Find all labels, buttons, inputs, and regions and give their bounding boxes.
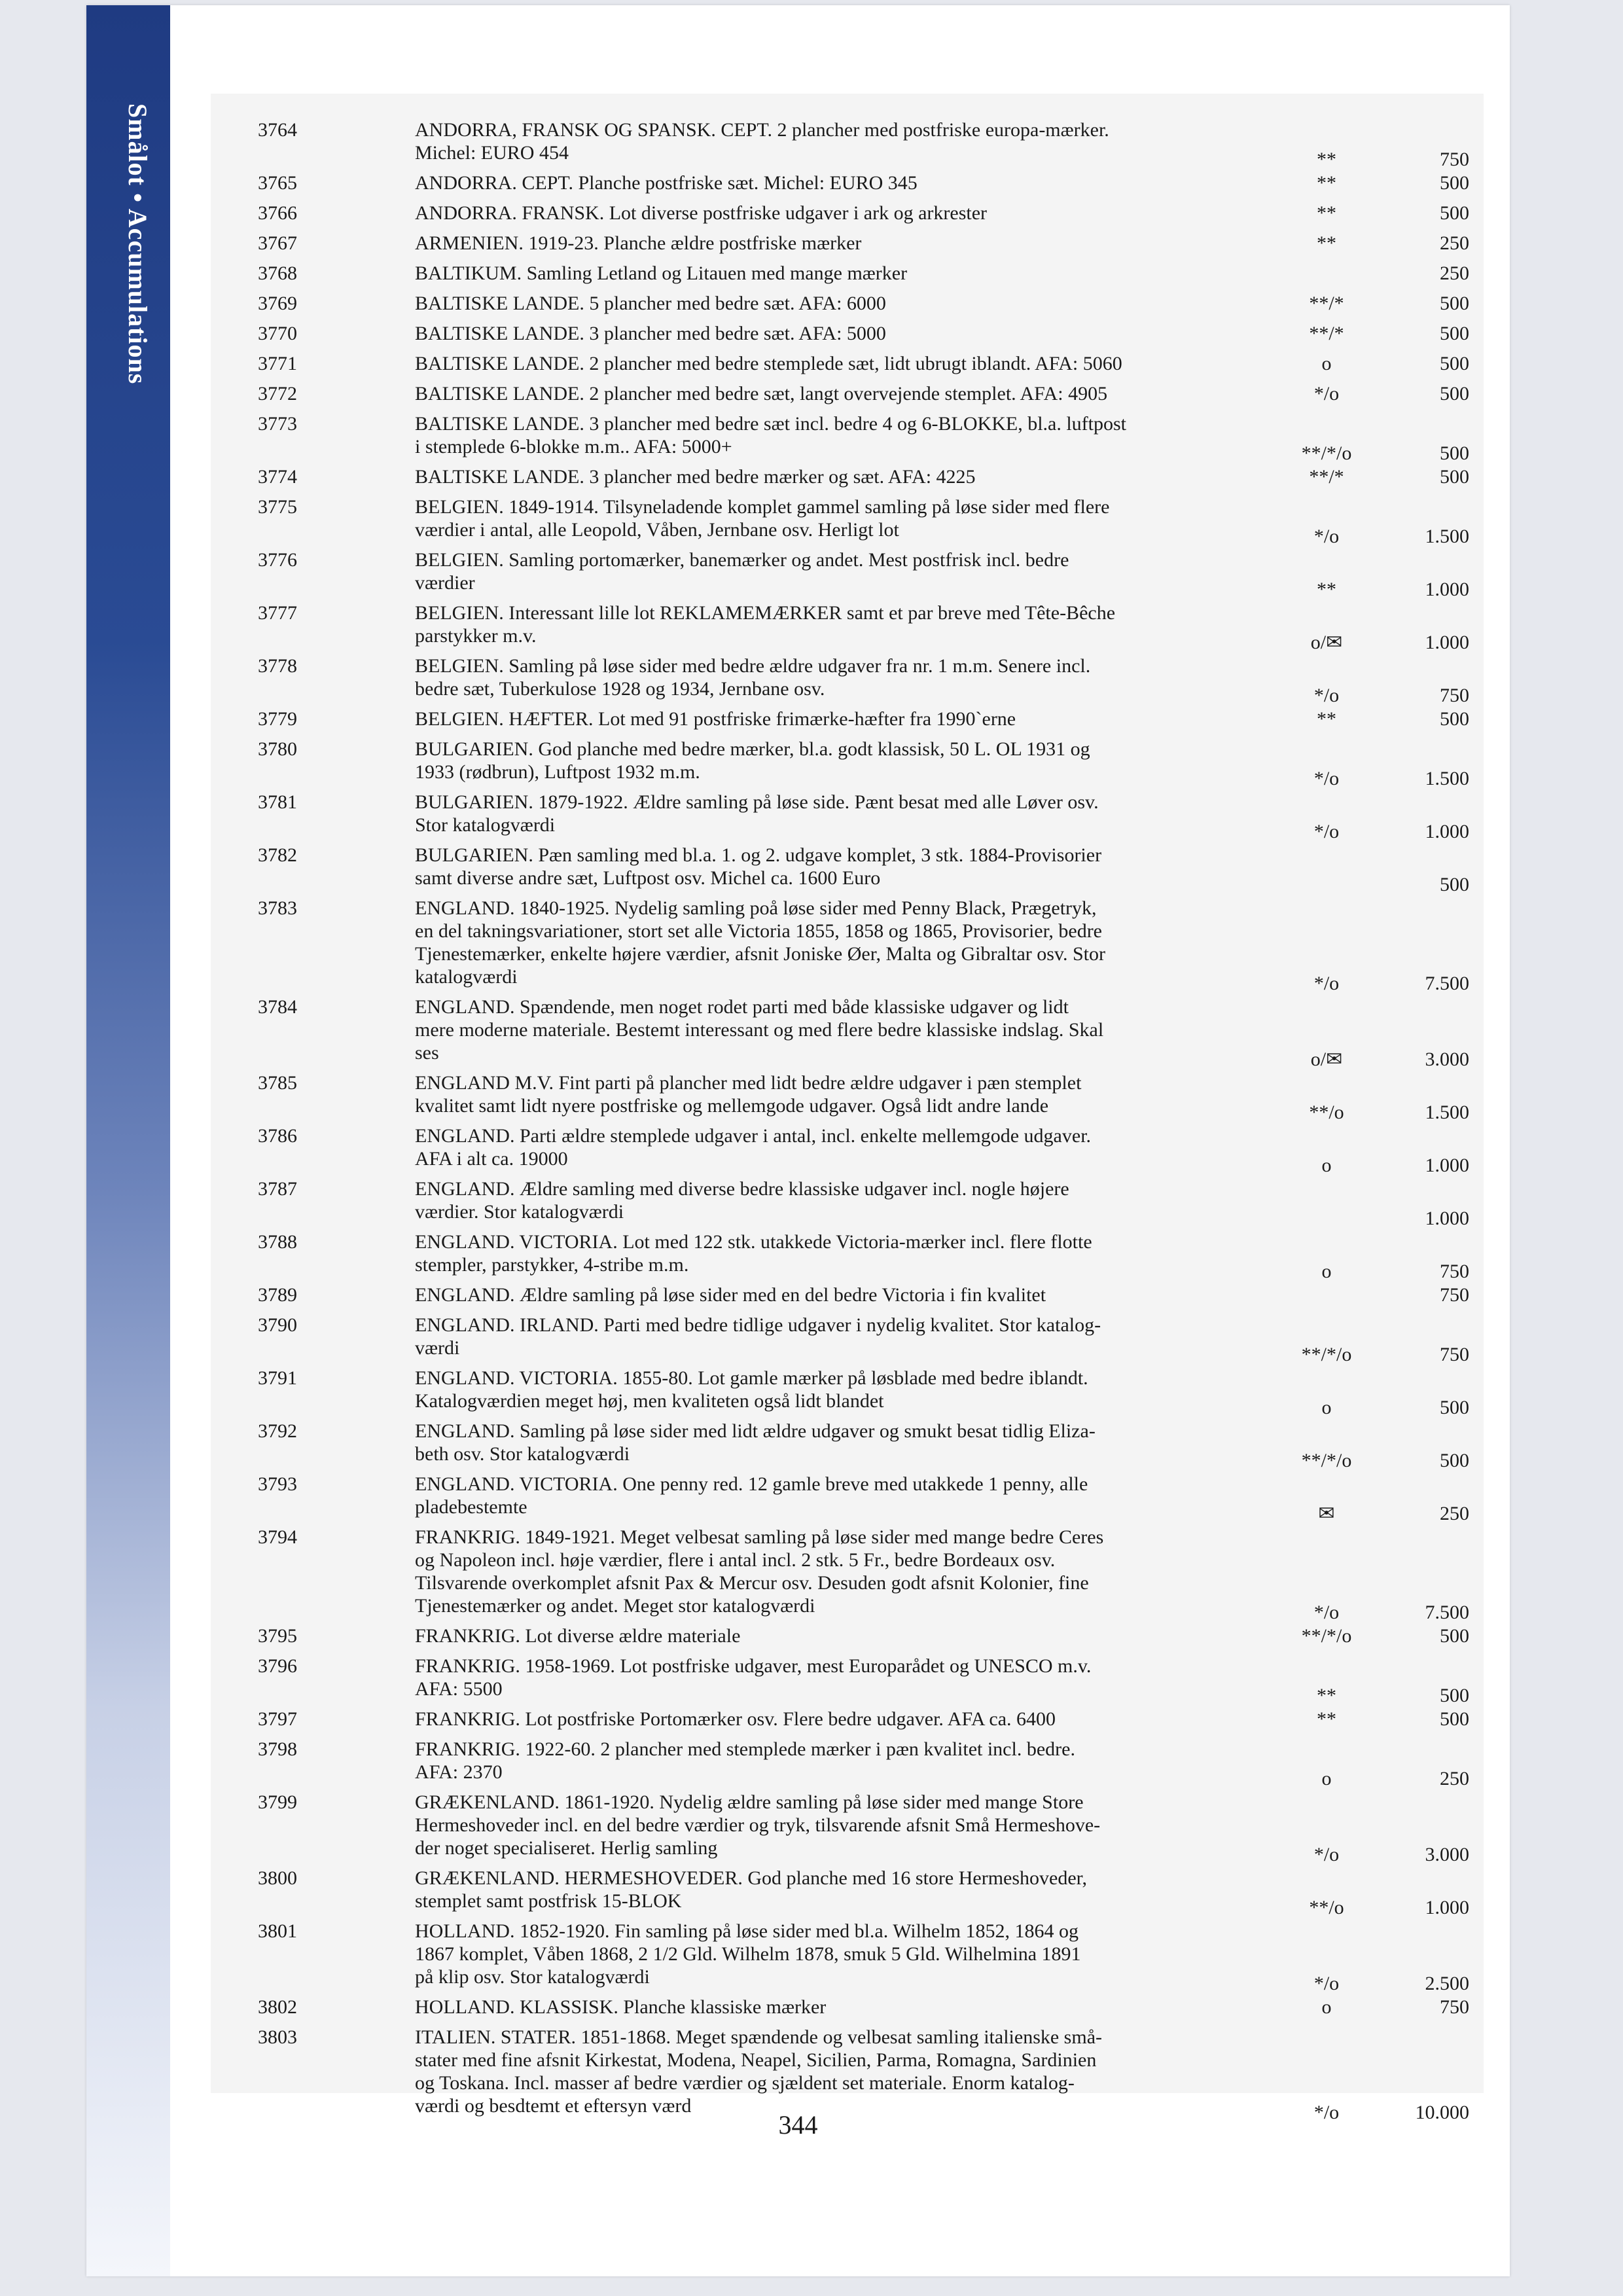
lot-number: 3789 xyxy=(258,1284,297,1306)
lot-description-line: BELGIEN. Interessant lille lot REKLAMEMÆRKER samt et par breve med Tête-Bêche xyxy=(415,602,1116,624)
lot-price: 3.000 xyxy=(1425,1844,1469,1865)
lot-description-line: ENGLAND. 1840-1925. Nydelig samling poå løse sider med Penny Black, Prægetryk, xyxy=(415,897,1097,919)
lot-description-line: BELGIEN. Samling på løse sider med bedre ældre udgaver fra nr. 1 m.m. Senere incl. xyxy=(415,655,1091,677)
lot-description-line: der noget specialiseret. Herlig samling xyxy=(415,1837,718,1859)
lot-price: 500 xyxy=(1440,1450,1469,1471)
lot-condition: o xyxy=(1321,1768,1332,1789)
lot-price: 250 xyxy=(1440,262,1469,284)
lot-condition: */o xyxy=(1313,383,1340,404)
lot-description-line: BELGIEN. 1849-1914. Tilsyneladende komplet gammel samling på løse sider med flere xyxy=(415,496,1110,518)
lot-condition: ** xyxy=(1317,149,1336,170)
lot-row xyxy=(211,1708,1484,1731)
lot-condition: ** xyxy=(1317,172,1336,194)
lot-description-line: værdier xyxy=(415,572,475,594)
lot-description-line: FRANKRIG. 1958-1969. Lot postfriske udgaver, mest Europarådet og UNESCO m.v. xyxy=(415,1655,1092,1677)
lot-price: 500 xyxy=(1440,293,1469,314)
lot-condition: o xyxy=(1321,1155,1332,1176)
lot-price: 500 xyxy=(1440,172,1469,194)
lot-row xyxy=(211,232,1484,255)
lot-price: 750 xyxy=(1440,685,1469,706)
lot-description-line: FRANKRIG. Lot postfriske Portomærker osv. Flere bedre udgaver. AFA ca. 6400 xyxy=(415,1708,1056,1730)
lot-row xyxy=(211,996,1484,1070)
lot-condition: **/*/o xyxy=(1301,1625,1352,1647)
lot-description-line: værdier i antal, alle Leopold, Våben, Jernbane osv. Herligt lot xyxy=(415,519,899,541)
lot-description-line: beth osv. Stor katalogværdi xyxy=(415,1443,630,1465)
lot-number: 3771 xyxy=(258,353,297,374)
lot-description-line: ANDORRA. CEPT. Planche postfriske sæt. Michel: EURO 345 xyxy=(415,172,918,194)
lot-price: 500 xyxy=(1440,1708,1469,1730)
lot-condition: */o xyxy=(1313,768,1340,789)
lot-condition: **/* xyxy=(1309,323,1344,344)
lot-price: 500 xyxy=(1440,202,1469,224)
lot-number: 3794 xyxy=(258,1526,297,1548)
lot-description-line: og Toskana. Incl. masser af bedre værdier og sjældent set materiale. Enorm katalog- xyxy=(415,2072,1075,2094)
lot-number: 3787 xyxy=(258,1178,297,1200)
lot-condition: */o xyxy=(1313,1602,1340,1623)
lot-price: 500 xyxy=(1440,1397,1469,1418)
lot-description-line: 1933 (rødbrun), Luftpost 1932 m.m. xyxy=(415,761,700,783)
lot-description-line: Stor katalogværdi xyxy=(415,814,556,836)
lot-description-line: kvalitet samt lidt nyere postfriske og mellemgode udgaver. Også lidt andre lande xyxy=(415,1095,1049,1117)
lot-description xyxy=(415,1177,1442,1223)
lot-number: 3780 xyxy=(258,738,297,760)
lot-number: 3776 xyxy=(258,549,297,571)
lot-price: 2.500 xyxy=(1425,1973,1469,1994)
lot-condition: ** xyxy=(1317,1708,1336,1730)
lot-description-line: HOLLAND. KLASSISK. Planche klassiske mærker xyxy=(415,1996,827,2018)
lot-description-line: bedre sæt, Tuberkulose 1928 og 1934, Jernbane osv. xyxy=(415,678,825,700)
lot-condition: **/o xyxy=(1309,1897,1344,1918)
lot-description-line: GRÆKENLAND. 1861-1920. Nydelig ældre samling på løse sider med mange Store xyxy=(415,1791,1084,1813)
lot-description-line: ENGLAND. Ældre samling på løse sider med en del bedre Victoria i fin kvalitet xyxy=(415,1284,1046,1306)
lot-condition: ** xyxy=(1317,708,1336,730)
lot-description-line: pladebestemte xyxy=(415,1496,527,1518)
lot-number: 3788 xyxy=(258,1231,297,1253)
lot-row xyxy=(211,1791,1484,1865)
lot-number: 3786 xyxy=(258,1125,297,1147)
lot-number: 3772 xyxy=(258,383,297,404)
lot-number: 3764 xyxy=(258,119,297,141)
lot-condition: */o xyxy=(1313,685,1340,706)
lot-description-line: ENGLAND. Parti ældre stemplede udgaver i antal, incl. enkelte mellemgode udgaver. xyxy=(415,1125,1092,1147)
lot-description-line: BALTISKE LANDE. 3 plancher med bedre mærker og sæt. AFA: 4225 xyxy=(415,466,976,488)
lot-row xyxy=(211,738,1484,789)
lot-row xyxy=(211,171,1484,194)
lot-description-line: AFA i alt ca. 19000 xyxy=(415,1148,568,1170)
lot-description-line: ENGLAND. VICTORIA. One penny red. 12 gamle breve med utakkede 1 penny, alle xyxy=(415,1473,1088,1495)
lot-price: 750 xyxy=(1440,1261,1469,1282)
lot-row xyxy=(211,1738,1484,1789)
lot-row xyxy=(211,1867,1484,1918)
lot-description-line: parstykker m.v. xyxy=(415,625,537,647)
lot-number: 3784 xyxy=(258,996,297,1018)
lot-number: 3777 xyxy=(258,602,297,624)
lot-description-line: værdi xyxy=(415,1337,460,1359)
lot-price: 500 xyxy=(1440,874,1469,895)
lot-number: 3781 xyxy=(258,791,297,813)
lot-price: 750 xyxy=(1440,1284,1469,1306)
lot-price: 1.000 xyxy=(1425,1155,1469,1176)
lot-description-line: ENGLAND. VICTORIA. 1855-80. Lot gamle mærker på løsblade med bedre iblandt. xyxy=(415,1367,1088,1389)
lot-description-line: FRANKRIG. Lot diverse ældre materiale xyxy=(415,1625,741,1647)
lot-description-line: BALTISKE LANDE. 3 plancher med bedre sæt incl. bedre 4 og 6-BLOKKE, bl.a. luftpost xyxy=(415,413,1127,435)
lot-row xyxy=(211,844,1484,895)
lot-description-line: værdier. Stor katalogværdi xyxy=(415,1201,624,1223)
section-sidebar xyxy=(86,5,170,2276)
lot-row xyxy=(211,262,1484,285)
lot-row xyxy=(211,1655,1484,1706)
lot-price: 1.500 xyxy=(1425,1102,1469,1123)
lot-condition: o xyxy=(1321,1261,1332,1282)
lot-condition: **/*/o xyxy=(1301,442,1352,464)
lot-row xyxy=(211,1420,1484,1471)
lot-number: 3782 xyxy=(258,844,297,866)
lot-row xyxy=(211,655,1484,706)
lot-row xyxy=(211,1230,1484,1282)
lot-number: 3774 xyxy=(258,466,297,488)
lot-number: 3795 xyxy=(258,1625,297,1647)
lot-number: 3798 xyxy=(258,1738,297,1760)
lot-row xyxy=(211,1624,1484,1647)
lot-condition: o xyxy=(1321,353,1332,374)
lot-condition: o/✉ xyxy=(1310,632,1343,653)
lot-price: 500 xyxy=(1440,1625,1469,1647)
lot-number: 3779 xyxy=(258,708,297,730)
lot-price: 1.500 xyxy=(1425,526,1469,547)
lot-number: 3803 xyxy=(258,2026,297,2048)
lot-number: 3790 xyxy=(258,1314,297,1336)
lot-description-line: ENGLAND. Spændende, men noget rodet parti med både klassiske udgaver og lidt xyxy=(415,996,1069,1018)
lot-condition: */o xyxy=(1313,2102,1340,2123)
lot-number: 3773 xyxy=(258,413,297,435)
lot-row xyxy=(211,897,1484,994)
lot-row xyxy=(211,352,1484,375)
lot-condition: */o xyxy=(1313,526,1340,547)
lot-price: 500 xyxy=(1440,1685,1469,1706)
lot-description-line: BELGIEN. HÆFTER. Lot med 91 postfriske frimærke-hæfter fra 1990`erne xyxy=(415,708,1016,730)
lot-row xyxy=(211,1177,1484,1229)
lot-row xyxy=(211,1526,1484,1623)
lot-condition: ** xyxy=(1317,1685,1336,1706)
lot-row xyxy=(211,548,1484,600)
lot-condition: o/✉ xyxy=(1310,1049,1343,1070)
lot-number: 3801 xyxy=(258,1920,297,1942)
lot-number: 3770 xyxy=(258,323,297,344)
lot-description-line: på klip osv. Stor katalogværdi xyxy=(415,1966,650,1988)
lot-number: 3797 xyxy=(258,1708,297,1730)
lot-description-line: i stemplede 6-blokke m.m.. AFA: 5000+ xyxy=(415,436,732,457)
lot-price: 1.000 xyxy=(1425,1208,1469,1229)
lot-price: 750 xyxy=(1440,149,1469,170)
lot-description-line: og Napoleon incl. høje værdier, flere i antal incl. 2 stk. 5 Fr., bedre Bordeaux osv. xyxy=(415,1549,1056,1571)
lot-price: 500 xyxy=(1440,708,1469,730)
lot-number: 3778 xyxy=(258,655,297,677)
section-label: Smålot • Accumulations xyxy=(123,103,152,385)
lot-number: 3800 xyxy=(258,1867,297,1889)
lot-description-line: BULGARIEN. God planche med bedre mærker, bl.a. godt klassisk, 50 L. OL 1931 og xyxy=(415,738,1090,760)
lot-row xyxy=(211,1314,1484,1365)
lot-description-line: stemplet samt postfrisk 15-BLOK xyxy=(415,1890,682,1912)
lot-description-line: FRANKRIG. 1922-60. 2 plancher med stemplede mærker i pæn kvalitet incl. bedre. xyxy=(415,1738,1075,1760)
lot-price: 10.000 xyxy=(1415,2102,1469,2123)
lot-description-line: ENGLAND. VICTORIA. Lot med 122 stk. utakkede Victoria-mærker incl. flere flotte xyxy=(415,1231,1092,1253)
lot-price: 1.000 xyxy=(1425,821,1469,842)
lot-number: 3768 xyxy=(258,262,297,284)
lot-description-line: FRANKRIG. 1849-1921. Meget velbesat samling på løse sider med mange bedre Ceres xyxy=(415,1526,1104,1548)
lot-description-line: ENGLAND. IRLAND. Parti med bedre tidlige udgaver i nydelig kvalitet. Stor katalog- xyxy=(415,1314,1101,1336)
lot-condition: **/*/o xyxy=(1301,1450,1352,1471)
lot-description-line: Tjenestemærker og andet. Meget stor katalogværdi xyxy=(415,1595,815,1617)
lot-description-line: mere moderne materiale. Bestemt interessant og med flere bedre klassiske indslag. Skal xyxy=(415,1019,1104,1041)
lot-row xyxy=(211,292,1484,315)
lot-condition: */o xyxy=(1313,1973,1340,1994)
lot-description-line: ARMENIEN. 1919-23. Planche ældre postfriske mærker xyxy=(415,232,862,254)
lot-price: 250 xyxy=(1440,232,1469,254)
lot-condition: */o xyxy=(1313,821,1340,842)
lot-number: 3775 xyxy=(258,496,297,518)
lot-condition: **/*/o xyxy=(1301,1344,1352,1365)
lot-description-line: ANDORRA, FRANSK OG SPANSK. CEPT. 2 plancher med postfriske europa-mærker. xyxy=(415,119,1109,141)
catalog-page xyxy=(86,5,1510,2276)
lot-row xyxy=(211,1071,1484,1123)
lot-number: 3785 xyxy=(258,1072,297,1094)
lot-number: 3769 xyxy=(258,293,297,314)
lot-description-line: værdi og besdtemt et eftersyn værd xyxy=(415,2095,692,2117)
lot-condition: ✉ xyxy=(1318,1503,1335,1524)
lot-condition: **/* xyxy=(1309,466,1344,488)
lot-description-line: ITALIEN. STATER. 1851-1868. Meget spændende og velbesat samling italienske små- xyxy=(415,2026,1102,2048)
lot-price: 500 xyxy=(1440,323,1469,344)
lot-description-line: Michel: EURO 454 xyxy=(415,142,569,164)
lot-price: 1.000 xyxy=(1425,632,1469,653)
lot-number: 3765 xyxy=(258,172,297,194)
lot-row xyxy=(211,495,1484,547)
lot-price: 250 xyxy=(1440,1503,1469,1524)
lot-price: 500 xyxy=(1440,442,1469,464)
lot-price: 1.500 xyxy=(1425,768,1469,789)
lot-row xyxy=(211,1920,1484,1994)
lot-description-line: Tjenestemærker, enkelte højere værdier, afsnit Joniske Øer, Malta og Gibraltar osv. Stor xyxy=(415,943,1105,965)
lot-number: 3796 xyxy=(258,1655,297,1677)
lot-description-line: BULGARIEN. 1879-1922. Ældre samling på løse side. Pænt besat med alle Løver osv. xyxy=(415,791,1099,813)
lot-number: 3799 xyxy=(258,1791,297,1813)
lot-description-line: ENGLAND. Ældre samling med diverse bedre klassiske udgaver incl. nogle højere xyxy=(415,1178,1069,1200)
lot-condition: ** xyxy=(1317,579,1336,600)
lot-description-line: samt diverse andre sæt, Luftpost osv. Michel ca. 1600 Euro xyxy=(415,867,881,889)
lot-price: 750 xyxy=(1440,1996,1469,2018)
lot-row xyxy=(211,412,1484,464)
lot-description-line: BULGARIEN. Pæn samling med bl.a. 1. og 2. udgave komplet, 3 stk. 1884-Provisorier xyxy=(415,844,1102,866)
lot-description-line: stempler, parstykker, 4-stribe m.m. xyxy=(415,1254,689,1276)
lot-description-line: Hermeshoveder incl. en del bedre værdier og tryk, tilsvarende afsnit Små Hermeshove- xyxy=(415,1814,1101,1836)
lot-number: 3767 xyxy=(258,232,297,254)
lot-number: 3791 xyxy=(258,1367,297,1389)
lot-number: 3766 xyxy=(258,202,297,224)
lot-row xyxy=(211,2026,1484,2123)
lot-row xyxy=(211,118,1484,170)
lot-description-line: AFA: 5500 xyxy=(415,1678,503,1700)
lot-description-line: BALTISKE LANDE. 2 plancher med bedre sæt, langt overvejende stemplet. AFA: 4905 xyxy=(415,383,1108,404)
lot-row xyxy=(211,708,1484,730)
lot-description-line: BALTISKE LANDE. 5 plancher med bedre sæt. AFA: 6000 xyxy=(415,293,886,314)
lot-description-line: stater med fine afsnit Kirkestat, Modena, Neapel, Sicilien, Parma, Romagna, Sardinien xyxy=(415,2049,1097,2071)
lot-description-line: BALTIKUM. Samling Letland og Litauen med mange mærker xyxy=(415,262,908,284)
lot-condition: */o xyxy=(1313,973,1340,994)
lot-description-line: en del takningsvariationer, stort set alle Victoria 1855, 1858 og 1865, Provisorier, bedre xyxy=(415,920,1102,942)
lot-price: 7.500 xyxy=(1425,973,1469,994)
lot-number: 3793 xyxy=(258,1473,297,1495)
lot-price: 250 xyxy=(1440,1768,1469,1789)
lot-condition: ** xyxy=(1317,202,1336,224)
lot-row xyxy=(211,791,1484,842)
lot-description-line: HOLLAND. 1852-1920. Fin samling på løse sider med bl.a. Wilhelm 1852, 1864 og xyxy=(415,1920,1079,1942)
lot-table xyxy=(211,94,1484,2123)
lot-price: 500 xyxy=(1440,466,1469,488)
lot-condition: o xyxy=(1321,1397,1332,1418)
lot-row xyxy=(211,601,1484,653)
lot-price: 7.500 xyxy=(1425,1602,1469,1623)
lot-condition: o xyxy=(1321,1996,1332,2018)
lot-price: 1.000 xyxy=(1425,1897,1469,1918)
lot-price: 500 xyxy=(1440,353,1469,374)
lot-description xyxy=(415,1283,1442,1306)
lot-number: 3802 xyxy=(258,1996,297,2018)
lot-description-line: Katalogværdien meget høj, men kvaliteten også lidt blandet xyxy=(415,1390,884,1412)
lot-price: 1.000 xyxy=(1425,579,1469,600)
lot-price: 3.000 xyxy=(1425,1049,1469,1070)
lot-description-line: ENGLAND. Samling på løse sider med lidt ældre udgaver og smukt besat tidlig Eliza- xyxy=(415,1420,1096,1442)
lot-description-line: GRÆKENLAND. HERMESHOVEDER. God planche med 16 store Hermeshoveder, xyxy=(415,1867,1087,1889)
lot-description-line: katalogværdi xyxy=(415,966,518,988)
lot-description-line: AFA: 2370 xyxy=(415,1761,503,1783)
lot-description-line: BELGIEN. Samling portomærker, banemærker og andet. Mest postfrisk incl. bedre xyxy=(415,549,1069,571)
lot-price: 750 xyxy=(1440,1344,1469,1365)
lot-row xyxy=(211,1996,1484,2018)
lot-description-line: BALTISKE LANDE. 2 plancher med bedre stemplede sæt, lidt ubrugt iblandt. AFA: 5060 xyxy=(415,353,1122,374)
lot-row xyxy=(211,382,1484,405)
lot-description-line: ses xyxy=(415,1042,439,1064)
lot-price: 500 xyxy=(1440,383,1469,404)
lot-row xyxy=(211,1367,1484,1418)
lot-row xyxy=(211,1473,1484,1524)
lot-condition: ** xyxy=(1317,232,1336,254)
lot-number: 3783 xyxy=(258,897,297,919)
lot-condition: */o xyxy=(1313,1844,1340,1865)
lot-row xyxy=(211,465,1484,488)
lot-row xyxy=(211,1283,1484,1306)
lot-condition: **/* xyxy=(1309,293,1344,314)
lot-description xyxy=(415,262,1442,285)
lot-description-line: BALTISKE LANDE. 3 plancher med bedre sæt. AFA: 5000 xyxy=(415,323,886,344)
lot-description-line: ANDORRA. FRANSK. Lot diverse postfriske udgaver i ark og arkrester xyxy=(415,202,988,224)
lot-row xyxy=(211,1124,1484,1176)
lot-row xyxy=(211,322,1484,345)
lot-description-line: Tilsvarende overkomplet afsnit Pax & Mercur osv. Desuden godt afsnit Kolonier, fine xyxy=(415,1572,1089,1594)
lot-row xyxy=(211,202,1484,224)
lot-description-line: ENGLAND M.V. Fint parti på plancher med lidt bedre ældre udgaver i pæn stemplet xyxy=(415,1072,1082,1094)
lot-number: 3792 xyxy=(258,1420,297,1442)
lot-description-line: 1867 komplet, Våben 1868, 2 1/2 Gld. Wilhelm 1878, smuk 5 Gld. Wilhelmina 1891 xyxy=(415,1943,1081,1965)
lot-description xyxy=(415,844,1442,889)
lot-condition: **/o xyxy=(1309,1102,1344,1123)
page-number: 344 xyxy=(778,2110,818,2140)
